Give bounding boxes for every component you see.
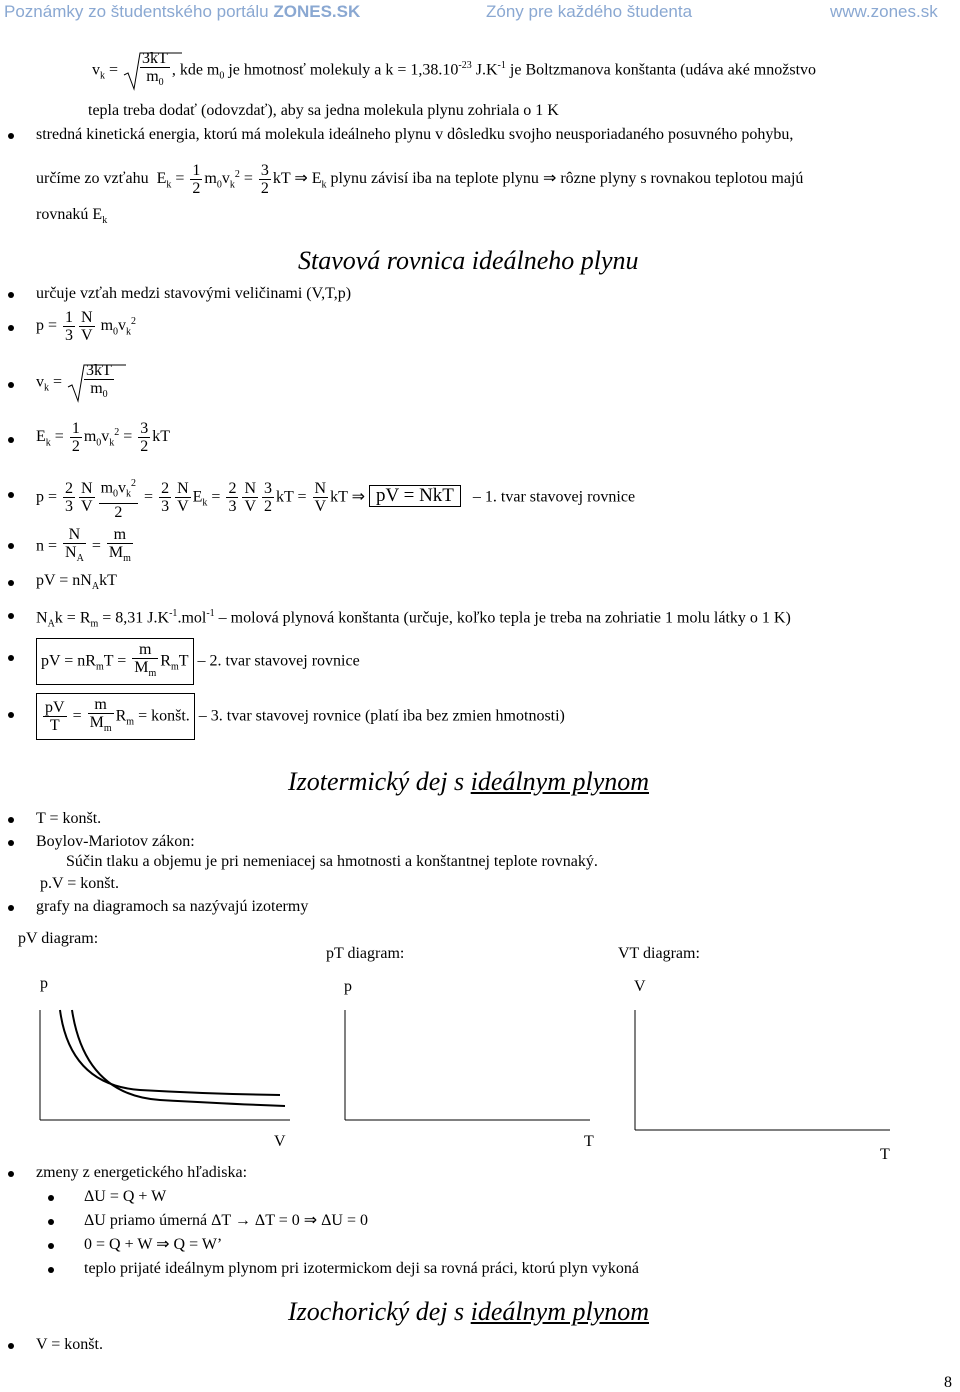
- axis-label-p2: p: [344, 978, 352, 995]
- formula-p: p = $\frac{1}{3}$ $\frac{N}{V}$ $m_0v_k^2$: [36, 309, 137, 344]
- line-q-w: 0 = Q + W ⇒ Q = W’: [84, 1236, 223, 1253]
- formula-n: n = $\frac{N}{N_A}$ = $\frac{m}{M_m}$: [36, 526, 131, 565]
- header-left: Poznámky zo študentského portálu ZONES.SK: [4, 2, 361, 21]
- bullet: [48, 1219, 54, 1225]
- label-pt-diagram: pT diagram:: [326, 945, 405, 962]
- bullet: [48, 1195, 54, 1201]
- line-grafy: grafy na diagramoch sa nazývajú izotermy: [36, 898, 309, 915]
- axis-label-T3: T: [880, 1146, 890, 1163]
- page-number: 8: [944, 1374, 952, 1391]
- formula-tvar3: $\frac{pV}{T}$ = $\frac{m}{M_m}$ $R_m$ = konšt. – 3. tvar stavovej rovnice (platí iba bez zmien hmotnosti): [36, 693, 565, 740]
- formula-tvar2: pV = $nR_mT$ = $\frac{m}{M_m}$ $R_mT - 2$. tvar stavovej rovnice: [36, 638, 360, 685]
- line-tepla: tepla treba dodať (odovzdať), aby sa jedna molekula plynu zohriala o 1 K: [88, 102, 559, 119]
- formula-vk-line: $v_k$ = $\frac{3kT}{m_0}$ , kde $m_0$ je hmotnosť molekuly a $k = 1,38.10^{-23}$ $J.K^{-1}$ je Boltzmanova konštanta (udáva aké množstvo: [92, 50, 816, 91]
- bullet: [48, 1243, 54, 1249]
- formula-pv-nnak: pV = $nN_AkT$: [36, 572, 117, 593]
- bullet: [8, 1171, 14, 1177]
- line-t-konst: T = konšt.: [36, 810, 102, 827]
- axis-label-V3: V: [634, 978, 646, 995]
- header-slogan: Zóny pre každého študenta: [486, 2, 693, 21]
- label-vt-diagram: VT diagram:: [618, 945, 700, 962]
- section-title-stavova: Stavová rovnica ideálneho plynu: [298, 246, 639, 275]
- line-boylov: Boylov-Mariotov zákon:: [36, 833, 195, 850]
- section-title-izotermicky: Izotermický dej s ideálnym plynom: [288, 767, 650, 796]
- header-brand: ZONES.SK: [273, 2, 361, 21]
- line-pv-konst: p.V = konšt.: [40, 875, 119, 892]
- line-rovnaku: rovnakú $E_k$: [36, 206, 108, 227]
- axis-label-V1: V: [274, 1133, 286, 1150]
- formula-pv-derivation: p = $\frac{2}{3}$ $\frac{N}{V}$ $\frac{m_0v_k^2}{2}$ = $\frac{2}{3}$ $\frac{N}{V}$ $E_k$ = $\frac{2}{3}$ $\frac{N}{V}$ $\frac{3}{2}$ kT = $\frac{N}{V}$ kT ⇒ pV = NkT – 1. tvar stavovej rovnice: [36, 475, 635, 521]
- line-rm: $N_Ak = R_m = 8,31$ $J.K^{-1}.mol^{-1}$ – molová plynová konštanta (určuje, koľko tepla je treba na zohriatie 1 molu látky o 1 K): [36, 608, 791, 630]
- formula-ek: $E_k$ = $\frac{1}{2}$ $m_0v_k^2$ = $\frac{3}{2}$ kT: [36, 420, 171, 455]
- formula-vk: $v_k$ = $\frac{3kT}{m_0}$: [36, 362, 116, 403]
- line-zmeny: zmeny z energetického hľadiska:: [36, 1164, 248, 1181]
- line-v-konst: V = konšt.: [36, 1336, 103, 1353]
- line-stredna: stredná kinetická energia, ktorú má molekula ideálneho plynu v dôsledku svojho neusporiadaného posuvného pohybu,: [36, 126, 794, 143]
- line-sucin: Súčin tlaku a objemu je pri nemeniacej sa hmotnosti a konštantnej teplote rovnaký.: [66, 853, 598, 870]
- section-title-izochoricky: Izochorický dej s ideálnym plynom: [288, 1297, 650, 1326]
- line-urcime: určíme zo vzťahu $E_k$ = $\frac{1}{2}$ $m_0v_k^2$ = $\frac{3}{2}$ kT ⇒ $E_k$ plynu závisí iba na teplote plynu ⇒ rôzne plyny s rovnakou teplotou majú: [36, 162, 804, 197]
- bullet: [48, 1267, 54, 1273]
- line-du-qw: ΔU = Q + W: [84, 1188, 167, 1205]
- axis-label-p1: p: [40, 975, 48, 992]
- isotherm-curve-1: [60, 1010, 280, 1095]
- header-site: www.zones.sk: [830, 2, 938, 21]
- bullet: [8, 1343, 14, 1349]
- box-pv-nkt: pV = NkT: [369, 485, 461, 507]
- label-pv-diagram: pV diagram:: [18, 930, 99, 947]
- axis-label-T2: T: [584, 1133, 594, 1150]
- line-du-umerna: ΔU priamo úmerná ΔT → ΔT = 0 ⇒ ΔU = 0: [84, 1212, 368, 1229]
- line-urcuje: určuje vzťah medzi stavovými veličinami (V,T,p): [36, 285, 352, 302]
- line-teplo: teplo prijaté ideálnym plynom pri izotermickom deji sa rovná práci, ktorú plyn vykoná: [84, 1260, 639, 1277]
